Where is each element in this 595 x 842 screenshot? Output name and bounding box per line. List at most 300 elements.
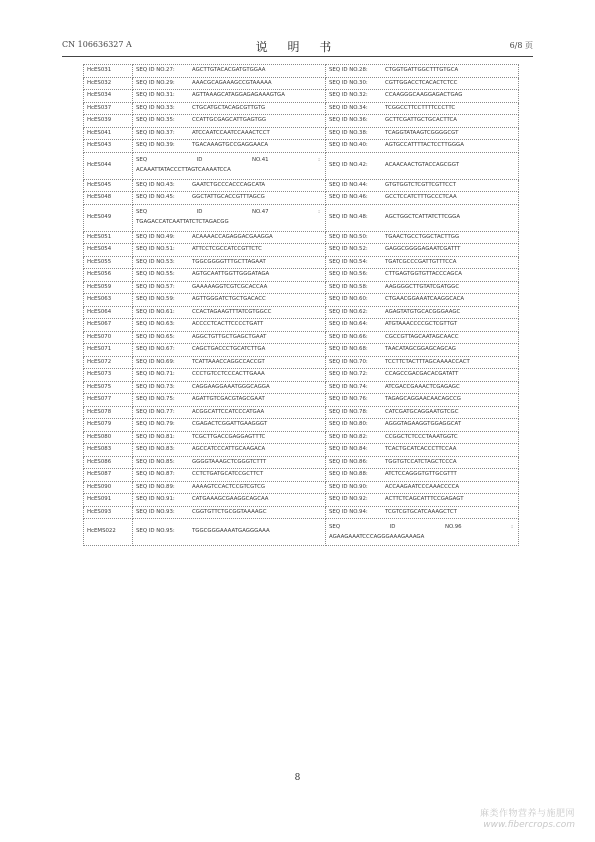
seq-id: SEQ ID NO.46: [329,194,368,200]
marker-name: HcES043 [87,142,112,148]
primer-sequence: TGATCGCCCGATTGTTTCCA [385,258,457,265]
primer-sequence: CGCCGTTAGCAATAGCAACC [385,333,459,340]
reverse-primer-cell [326,90,519,103]
marker-name-cell [84,231,133,244]
primer-sequence: ACGGCATTCCATCCCATGAA [192,408,265,415]
reverse-primer-cell [326,481,519,494]
seq-id: SEQ ID NO.69: [136,358,175,365]
marker-name-cell [84,519,133,546]
reverse-primer-cell [326,419,519,432]
primer-sequence: CCGGCTCTCCCTAAATGGTC [385,433,458,440]
table-row [84,256,519,269]
table-row [84,394,519,407]
marker-name-cell [84,77,133,90]
reverse-primer-cell [326,444,519,457]
table-row [84,381,519,394]
seq-id: SEQ ID NO.87: [136,471,175,477]
marker-name-cell [84,494,133,507]
seq-word: SEQ [136,157,148,163]
seq-id: SEQ ID NO.35: [136,117,175,123]
marker-name-cell [84,269,133,282]
marker-name: HcES090 [87,483,112,490]
table-row [84,140,519,153]
forward-primer-cell [133,406,326,419]
marker-name-cell [84,319,133,332]
primer-sequence: AGCTGGCTCATTATCTTCGGA [385,213,461,220]
marker-name: HcES048 [87,194,112,200]
marker-name: HcES079 [87,421,112,427]
primer-sequence: GAATCTGCCCACCCAGCATA [192,181,266,188]
primer-sequence: AGATTGTCGACGTAGCGAAT [192,396,265,402]
marker-name-cell [84,406,133,419]
primer-sequence: CGAGACTCGGATTGAAGGGT [192,421,268,427]
primer-sequence: ACCCCTCACTTCCCCTGATT [192,321,264,327]
marker-name-cell [84,140,133,153]
table-row [84,344,519,357]
marker-name-cell [84,369,133,382]
reverse-primer-cell [326,369,519,382]
primer-sequence: TGAGACCATCAATTATCTCTAGACGG [136,219,229,225]
seq-id: SEQ ID NO.43: [136,181,175,188]
marker-name-cell [84,179,133,192]
marker-name: HcES032 [87,79,112,86]
seq-id: SEQ ID NO.79: [136,421,175,427]
primer-sequence: CTGGTGATTGGCTTTGTGCA [385,67,459,73]
marker-name: HcES056 [87,271,112,277]
page-indicator: 6/8 页 [509,41,533,50]
reverse-primer-cell [326,456,519,469]
page-number: 8 [294,773,301,783]
reverse-primer-cell [326,115,519,128]
reverse-primer-cell [326,269,519,282]
seq-id: SEQ ID NO.95: [136,528,175,535]
seq-id: SEQ ID NO.53: [136,258,175,265]
colon: : [511,523,513,530]
forward-primer-cell [133,231,326,244]
forward-primer-cell [133,331,326,344]
reverse-primer-cell [326,65,519,78]
marker-name: HcES055 [87,258,112,265]
table-row [84,419,519,432]
marker-name: HcES075 [87,383,112,390]
reverse-primer-cell [326,256,519,269]
marker-name: HcES049 [87,213,112,220]
reverse-primer-cell [326,431,519,444]
primer-sequence: CCAAGGGCAAGGAGACTGAG [385,92,463,98]
seq-id: SEQ ID NO.63: [136,321,175,327]
reverse-primer-cell [326,192,519,205]
marker-name: HcES077 [87,396,112,402]
primer-sequence-table [83,64,519,546]
primer-sequence: AGCTTGTACACGATGTGGAA [192,67,266,73]
seq-id: SEQ ID NO.88: [329,471,368,477]
seq-id: SEQ ID NO.56: [329,271,368,277]
table-row [84,519,519,546]
table-row [84,127,519,140]
seq-id: SEQ ID NO.61: [136,308,175,315]
table-row [84,494,519,507]
seq-id: SEQ ID NO.86: [329,458,368,465]
seq-id: SEQ ID NO.65: [136,333,175,340]
marker-name: HcES070 [87,333,112,340]
table-row [84,469,519,482]
watermark-text: 麻类作物营养与施肥网 [479,809,575,819]
primer-sequence: ATTCCTCGCCATCCGTTCTC [192,246,262,252]
primer-sequence: ATGTAAACCCCGCTCGTTGT [385,321,458,327]
marker-name: HcES091 [87,496,112,502]
table-row [84,306,519,319]
primer-sequence: AAACGCAGAAAGCCGTAAAAA [192,79,272,86]
marker-name: HcES037 [87,104,112,111]
reverse-primer-cell [326,506,519,519]
table-row [84,294,519,307]
primer-sequence: TGGTGTCCATCTAGCTCCCA [385,458,457,465]
header-rule [62,56,533,57]
marker-name: HcES087 [87,471,112,477]
seq-id: SEQ ID NO.50: [329,233,368,240]
forward-primer-cell [133,394,326,407]
marker-name: HcES044 [87,161,112,168]
primer-sequence: AGAGTATGTGCACGGGAAGC [385,308,461,315]
seq-id: SEQ ID NO.31: [136,92,175,98]
id-word: ID [389,523,396,530]
forward-primer-cell [133,481,326,494]
seq-id: SEQ ID NO.85: [136,458,175,465]
primer-sequence: GTGTGGTCTCGTTCGTTCCT [385,181,457,188]
marker-name-cell [84,127,133,140]
table-row [84,319,519,332]
forward-primer-cell [133,369,326,382]
seq-number: NO.96 [444,523,462,530]
marker-name: HcES045 [87,181,112,188]
seq-id: SEQ ID NO.64: [329,321,368,327]
seq-id: SEQ ID NO.72: [329,371,368,377]
forward-primer-cell [133,381,326,394]
forward-primer-cell [133,192,326,205]
seq-id: SEQ ID NO.36: [329,117,368,123]
marker-name: HcES039 [87,117,112,123]
marker-name-cell [84,419,133,432]
marker-name-cell [84,294,133,307]
seq-id: SEQ ID NO.93: [136,508,175,515]
marker-name: HcES072 [87,358,112,365]
primer-sequence: TGGCGGGGTTTGCTTAGAAT [192,258,266,265]
table-row [84,77,519,90]
primer-sequence: AGGGTAGAAGGTGGAGGCAT [385,421,462,427]
primer-sequence: AAGGGGCTTGTATCGATGGC [385,283,460,290]
forward-primer-cell [133,294,326,307]
seq-id: SEQ ID NO.29: [136,79,175,86]
forward-primer-cell [133,431,326,444]
marker-name: HcES064 [87,308,112,315]
document-title: 说 明 书 [255,40,340,54]
forward-primer-cell [133,244,326,257]
seq-id: SEQ ID NO.44: [329,181,368,188]
primer-sequence: TGACAAAGTGCCGAGGAACA [192,142,269,148]
marker-name-cell [84,90,133,103]
table-row [84,269,519,282]
table-row [84,369,519,382]
colon: : [318,209,320,215]
seq-id: SEQ ID NO.39: [136,142,175,148]
primer-sequence: CCACTAGAAGTTTATCGTGGCC [192,308,272,315]
table-row [84,481,519,494]
seq-id: SEQ ID NO.55: [136,271,175,277]
primer-sequence: AGCCATCCCATTGCAAGACA [192,446,266,452]
marker-name: HcES041 [87,129,112,136]
seq-id: SEQ ID NO.42: [329,161,368,168]
primer-sequence: AGAAGAAATCCCAGGGAAAGAAAGA [329,533,425,540]
seq-id: SEQ ID NO.89: [136,483,175,490]
primer-sequence: CTGAACGGAAATCAAGGCACA [385,296,465,302]
reverse-primer-cell [326,127,519,140]
marker-name-cell [84,281,133,294]
forward-primer-cell [133,469,326,482]
seq-id: SEQ ID NO.52: [329,246,368,252]
seq-id: SEQ ID NO.38: [329,129,368,136]
seq-id: SEQ ID NO.62: [329,308,368,315]
seq-id: SEQ ID NO.59: [136,296,175,302]
forward-primer-cell [133,306,326,319]
forward-primer-cell [133,179,326,192]
primer-sequence: CTGCATGCTACAGCGTTGTG [192,104,266,111]
marker-name: HcES067 [87,321,112,327]
seq-id: SEQ ID NO.92: [329,496,368,502]
marker-name-cell [84,394,133,407]
seq-word: SEQ [136,209,148,215]
primer-sequence: ATCGACCGAAACTCGAGAGC [385,383,460,390]
table-row [84,456,519,469]
seq-id: SEQ ID NO.33: [136,104,175,111]
marker-name: HcES086 [87,458,112,465]
marker-name-cell [84,204,133,231]
table-row [84,506,519,519]
forward-primer-cell [133,140,326,153]
forward-primer-cell [133,65,326,78]
seq-id: SEQ ID NO.83: [136,446,175,452]
primer-sequence: TCGTCGTGCATCAAAGCTCT [385,508,457,515]
primer-sequence: GCCTCCATCTTTGCCCTCAA [385,194,457,200]
forward-primer-cell [133,356,326,369]
marker-name-cell [84,381,133,394]
primer-sequence: TCATTAAACCAGGCCACCGT [192,358,265,365]
seq-id: SEQ ID NO.68: [329,346,368,352]
colon: : [318,157,320,163]
forward-primer-cell [133,444,326,457]
primer-sequence: TCACTGCATCACCCTTCCAA [385,446,457,452]
primer-sequence: AGTGCAATTGGTTGGGATAGA [192,271,270,277]
reverse-primer-cell [326,152,519,179]
page-header [62,38,533,54]
primer-sequence: GAAAAAGGTCGTCGCACCAA [192,283,268,290]
forward-primer-cell [133,344,326,357]
marker-name: HcES063 [87,296,112,302]
patent-number: CN 106636327 A [62,40,132,49]
primer-sequence: CATGAAAGCGAAGGCAGCAA [192,496,269,502]
seq-id: SEQ ID NO.27: [136,67,175,73]
seq-id: SEQ ID NO.45: [136,194,175,200]
id-word: ID [196,209,203,215]
marker-name: HcES093 [87,508,112,515]
marker-name-cell [84,344,133,357]
marker-name-cell [84,469,133,482]
seq-id: SEQ ID NO.74: [329,383,368,390]
reverse-primer-cell [326,244,519,257]
table-row [84,444,519,457]
marker-name: HcES034 [87,92,112,98]
primer-sequence: TAGAGCAGGAACAACAGCCG [385,396,461,402]
primer-sequence: AAAAGTCCACTCCGTCGTCG [192,483,266,490]
primer-sequence: ATCCAATCCAATCCAAACTCCT [192,129,270,136]
marker-name-cell [84,152,133,179]
primer-sequence: AGTTAAAGCATAGGAGAGAAAGTGA [192,92,285,98]
marker-name: HcES073 [87,371,112,377]
reverse-primer-cell [326,179,519,192]
seq-id: SEQ ID NO.90: [329,483,368,490]
seq-id: SEQ ID NO.81: [136,433,175,440]
primer-sequence: AGGCTGTTGCTGAGCTGAAT [192,333,267,340]
seq-id: SEQ ID NO.76: [329,396,368,402]
marker-name-cell [84,506,133,519]
forward-primer-cell [133,256,326,269]
table-row [84,356,519,369]
marker-name: HcES080 [87,433,112,440]
seq-id: SEQ ID NO.77: [136,408,175,415]
forward-primer-cell [133,281,326,294]
marker-name-cell [84,356,133,369]
seq-id: SEQ ID NO.82: [329,433,368,440]
forward-primer-cell [133,419,326,432]
primer-sequence: TAACATAGCGGAGCAGCAG [385,346,456,352]
marker-name-cell [84,192,133,205]
seq-id: SEQ ID NO.37: [136,129,175,136]
table-row [84,231,519,244]
seq-id: SEQ ID NO.54: [329,258,368,265]
reverse-primer-cell [326,306,519,319]
seq-id: SEQ ID NO.60: [329,296,368,302]
reverse-primer-cell [326,519,519,546]
primer-sequence: CATCGATGCAGGAATGTCGC [385,408,459,415]
primer-sequence: CCTCTGATGCATCCGCTTCT [192,471,264,477]
forward-primer-cell [133,269,326,282]
marker-name-cell [84,244,133,257]
table-row [84,179,519,192]
forward-primer-cell [133,90,326,103]
marker-name-cell [84,431,133,444]
seq-id: SEQ ID NO.67: [136,346,175,352]
forward-primer-cell [133,494,326,507]
forward-primer-cell [133,102,326,115]
table-row [84,431,519,444]
reverse-primer-cell [326,469,519,482]
primer-sequence: CTTGAGTGGTGTTACCCAGCA [385,271,462,277]
marker-name: HcES059 [87,283,112,290]
id-word: ID [196,157,203,163]
primer-sequence: ACCAAGAATCCCAAACCCCA [385,483,460,490]
reverse-primer-cell [326,381,519,394]
primer-sequence: TCCTTCTACTTTAGCAAAACCACT [385,358,470,365]
primer-sequence: CCCTGTCCTCCCACTTGAAA [192,371,265,377]
seq-id: SEQ ID NO.78: [329,408,368,415]
forward-primer-cell [133,77,326,90]
seq-id: SEQ ID NO.30: [329,79,368,86]
reverse-primer-cell [326,231,519,244]
seq-id: SEQ ID NO.32: [329,92,368,98]
table-row [84,102,519,115]
primer-sequence: TCGCTTGACCGAGGAGTTTC [192,433,266,440]
reverse-primer-cell [326,406,519,419]
reverse-primer-cell [326,204,519,231]
primer-sequence: CCAGCCGACGACACGATATT [385,371,459,377]
primer-sequence: GAGGCGGGGAGAATCGATTT [385,246,461,252]
seq-id: SEQ ID NO.94: [329,508,368,515]
forward-primer-cell [133,204,326,231]
seq-id: SEQ ID NO.91: [136,496,175,502]
marker-name-cell [84,456,133,469]
seq-number: NO.47 [251,209,269,215]
seq-id: SEQ ID NO.80: [329,421,368,427]
seq-id: SEQ ID NO.71: [136,371,175,377]
seq-id: SEQ ID NO.84: [329,446,368,452]
table-row [84,331,519,344]
primer-sequence: CGTTGGACCTCACACTCTCC [385,79,458,86]
forward-primer-cell [133,519,326,546]
marker-name-cell [84,256,133,269]
primer-sequence: AGTTGGGATCTGCTGACACC [192,296,266,302]
table-row [84,152,519,179]
primer-sequence: ACTTCTCAGCATTTCCGAGAGT [385,496,464,502]
seq-id: SEQ ID NO.34: [329,104,368,111]
marker-name-cell [84,115,133,128]
marker-name: HcES031 [87,67,112,73]
reverse-primer-cell [326,281,519,294]
marker-name: HcES051 [87,233,112,240]
reverse-primer-cell [326,77,519,90]
forward-primer-cell [133,319,326,332]
primer-sequence: ACAAATTATACCCTTAGTCAAAATCCA [136,167,231,173]
primer-sequence: GGCTATTGCACCGTTTAGCG [192,194,265,200]
forward-primer-cell [133,152,326,179]
primer-sequence: GGGGTAAAGCTCGGGTCTTT [192,458,267,465]
marker-name: HcEMS022 [87,528,116,535]
marker-name: HcES054 [87,246,112,252]
primer-sequence: AGTGCCATTTTACTCCTTGGGA [385,142,464,148]
primer-sequence: TGAACTGCCTGGCTACTTGG [385,233,460,240]
seq-id: SEQ ID NO.28: [329,67,368,73]
primer-sequence: ATCTCCAGGGTGTTGCGTTT [385,471,457,477]
watermark-url: www.fibercrops.com [483,820,575,830]
forward-primer-cell [133,127,326,140]
seq-id: SEQ ID NO.70: [329,358,368,365]
primer-sequence: TCAGGTATAAGTCGGGGCGT [385,129,459,136]
primer-sequence: GCTTCGATTGCTGCACTTCA [385,117,457,123]
seq-id: SEQ ID NO.75: [136,396,175,402]
primer-sequence: ACAACAACTGTACCAGCGGT [385,161,460,168]
reverse-primer-cell [326,356,519,369]
seq-id: SEQ ID NO.51: [136,246,175,252]
seq-id: SEQ ID NO.66: [329,333,368,340]
primer-sequence: CAGCTGACCCTGCATCTTGA [192,346,266,352]
forward-primer-cell [133,115,326,128]
reverse-primer-cell [326,394,519,407]
marker-name-cell [84,481,133,494]
reverse-primer-cell [326,344,519,357]
seq-id: SEQ ID NO.58: [329,283,368,290]
reverse-primer-cell [326,140,519,153]
primer-sequence: CGGTGTTCTGCGGTAAAAGC [192,508,267,515]
marker-name-cell [84,306,133,319]
table-row [84,115,519,128]
